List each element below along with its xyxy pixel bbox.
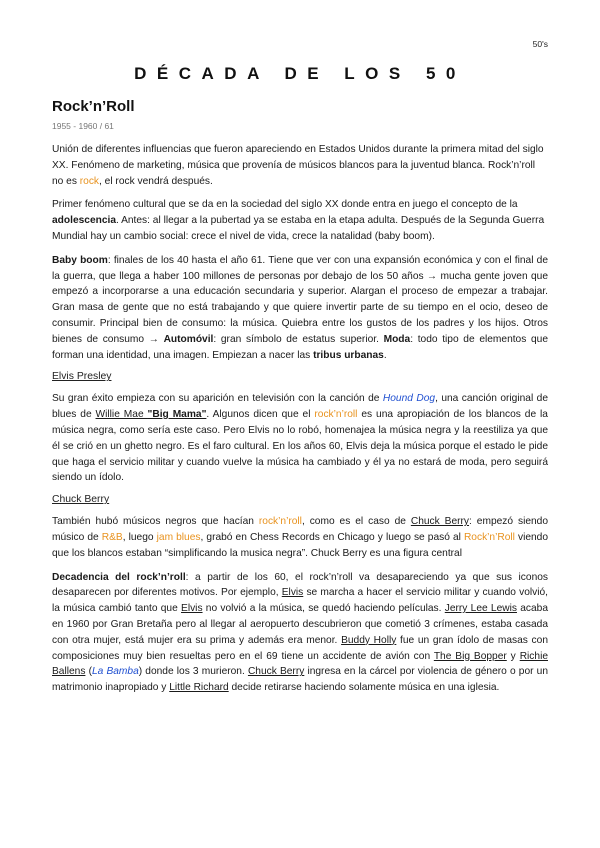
highlight-rocknroll: rock’n’roll bbox=[314, 409, 358, 421]
artist-little-richard: Little Richard bbox=[169, 682, 229, 694]
term-baby-boom: Baby boom bbox=[52, 254, 108, 266]
intro-paragraph: Unión de diferentes influencias que fueron apareciendo en Estados Unidos durante la primera mitad del siglo XX. Fenómeno de marketing, música que provenía de músicos blancos para la juventud blanca. Rock’n’roll no es rock, el rock vendrá después. bbox=[52, 144, 544, 187]
song-la-bamba: La Bamba bbox=[91, 666, 139, 678]
artist-elvis: Elvis bbox=[281, 587, 304, 599]
artist-elvis-2: Elvis bbox=[181, 603, 203, 615]
section-heading: Rock’n’Roll bbox=[52, 98, 135, 115]
baby-boom-paragraph: Baby boom: finales de los 40 hasta el año 61. Tiene que ver con una expansión económica y con el final de la guerra, que llega a haber 100 millones de personas por debajo de los 50 años → mucha gente joven que empezó a incorporarse a una educación secundaria y superior. Alargan el proceso de empezar a trabajar. Gran masa de gente que no está trabajando y que quiere invertir parte de su tiempo en el ocio, deseo de consumir. Principal bien de consumo: la música. Quiebra entre los gustos de los padres y los hijos. Otros bienes de consumo → Automóvil: gran símbolo de estatus superior. Moda: todo tipo de elementos que forman una identidad, una imagen. Empiezan a nacer las tribus urbanas. bbox=[52, 254, 548, 361]
term-automovil: Automóvil bbox=[163, 333, 214, 345]
highlight-jam-blues: jam blues bbox=[156, 531, 201, 543]
header-tag: 50's bbox=[532, 39, 548, 49]
artist-chuck-berry: Chuck Berry bbox=[410, 516, 470, 528]
decadencia-paragraph: Decadencia del rock’n’roll: a partir de los 60, el rock’n’roll va desapareciendo ya que sus iconos desaparecen por diferentes motivos. Por ejemplo, Elvis se marcha a hacer el servicio militar y cuando volvió, la música cambió tanto que Elvis no volvió a la música, se quedó haciendo películas. Jerry Lee Lewis acaba en 1960 por Gran Bretaña pero al llegar al aeropuerto descubrieron que cometió 3 crímenes, estaba casada con otra mujer, está mujer era su prima y además era menor. Buddy Holly fue un gran ídolo de masas con composiciones muy bien resueltas pero en el 69 tiene un accidente de avión con The Big Bopper y Richie Ballens (La Bamba) donde los 3 murieron. Chuck Berry ingresa en la cárcel por violencia de género o por un matrimonio inapropiado y Little Richard decide retirarse haciendo solamente música en una iglesia. bbox=[52, 571, 549, 694]
song-hound-dog: Hound Dog bbox=[382, 393, 436, 405]
term-adolescencia: adolescencia bbox=[52, 215, 116, 227]
content bbox=[52, 98, 548, 704]
subheading-elvis: Elvis Presley bbox=[52, 371, 112, 383]
section-years: 1955 - 1960 / 61 bbox=[52, 121, 114, 131]
subheading-chuck-berry: Chuck Berry bbox=[52, 494, 110, 506]
term-tribus-urbanas: tribus urbanas bbox=[313, 349, 384, 361]
elvis-paragraph: Su gran éxito empieza con su aparición en televisión con la canción de Hound Dog, una canción original de blues de Willie Mae "Big Mama". Algunos dicen que el rock’n’roll es una apropiación de los blancos de la música negra, como sería este caso. Pero Elvis no lo robó, homenajea la música negra y la reestiliza ya que él se crió en un ghetto negro. Es el faro cultural. En los años 60, Elvis deja la música porque el estado le pide que haga el servicio militar y cuando vuelve la música ha cambiado y él ya no estará de moda, pero seguirá siendo un ídolo. bbox=[52, 393, 548, 484]
page-title: DÉCADA DE LOS 50 bbox=[134, 64, 466, 83]
artist-chuck-berry-2: Chuck Berry bbox=[247, 666, 305, 678]
highlight-rock: rock bbox=[79, 175, 100, 187]
artist-big-mama: "Big Mama" bbox=[147, 409, 207, 421]
highlight-rnb: R&B bbox=[101, 531, 123, 543]
artist-buddy-holly: Buddy Holly bbox=[341, 634, 397, 646]
chuck-berry-paragraph: También hubó músicos negros que hacían rock’n’roll, como es el caso de Chuck Berry: empezó siendo músico de R&B, luego jam blues, grabó en Chess Records en Chicago y luego se pasó al Rock’n’Roll viendo que los blancos estaban “simplificando la musica negra”. Chuck Berry es una figura central bbox=[52, 516, 549, 559]
term-moda: Moda bbox=[383, 333, 411, 345]
artist-willie-mae: Willie Mae bbox=[95, 409, 148, 421]
artist-big-bopper: The Big Bopper bbox=[433, 650, 507, 662]
term-decadencia: Decadencia del rock’n’roll bbox=[52, 571, 186, 583]
artist-richie-ballens: Richie Ballens bbox=[52, 650, 548, 678]
highlight-rocknroll: rock’n’roll bbox=[258, 516, 302, 528]
adolescence-paragraph: Primer fenómeno cultural que se da en la sociedad del siglo XX donde entra en juego el concepto de la adolescencia. Antes: al llegar a la pubertad ya se estaba en la etapa adulta. Después de la Segunda Guerra Mundial hay un cambio social: crece el nivel de vida, crece la natalidad (baby boom). bbox=[52, 199, 545, 242]
artist-jerry-lee-lewis: Jerry Lee Lewis bbox=[444, 603, 517, 615]
highlight-rocknroll-2: Rock’n’Roll bbox=[463, 531, 515, 543]
